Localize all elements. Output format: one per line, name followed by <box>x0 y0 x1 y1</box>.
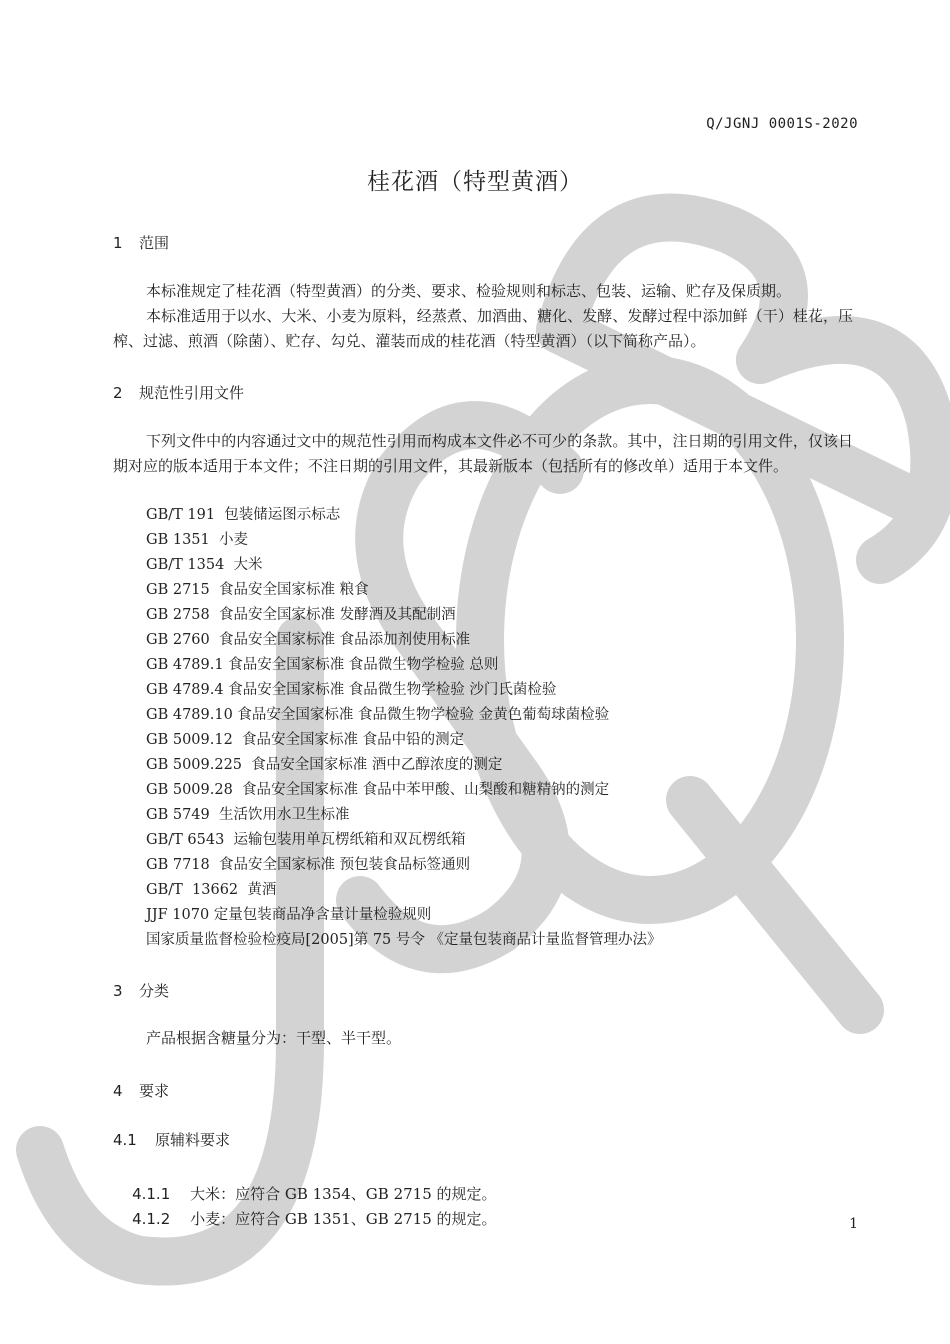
reference-item: GB 7718 食品安全国家标准 预包装食品标签通则 <box>146 857 471 873</box>
clause-4-1-2 <box>113 1190 497 1247</box>
section-number: 2 <box>113 384 123 402</box>
subsection-4-1-heading <box>113 1129 230 1150</box>
clause-number: 4.1.1 <box>132 1185 171 1203</box>
section-title: 规范性引用文件 <box>139 384 245 402</box>
document-title: 桂花酒（特型黄酒） <box>367 169 583 195</box>
section-1-paragraph-1: 本标准规定了桂花酒（特型黄酒）的分类、要求、检验规则和标志、包装、运输、贮存及保质期。 <box>146 282 792 300</box>
document-code: Q/JGNJ 0001S-2020 <box>706 116 858 132</box>
section-2-heading <box>113 382 244 403</box>
subsection-title: 原辅料要求 <box>155 1131 231 1149</box>
reference-item: GB 4789.1 食品安全国家标准 食品微生物学检验 总则 <box>146 657 499 673</box>
reference-item: GB 2715 食品安全国家标准 粮食 <box>146 582 369 598</box>
section-number: 1 <box>113 234 123 252</box>
section-title: 分类 <box>139 982 170 1000</box>
section-1-heading <box>113 232 169 253</box>
reference-item: GB 5009.28 食品安全国家标准 食品中苯甲酸、山梨酸和糖精钠的测定 <box>146 782 610 798</box>
reference-item: GB 5009.12 食品安全国家标准 食品中铅的测定 <box>146 732 465 748</box>
section-3-heading <box>113 980 169 1001</box>
reference-item: GB/T 1354 大米 <box>146 557 263 573</box>
reference-item: GB 4789.4 食品安全国家标准 食品微生物学检验 沙门氏菌检验 <box>146 682 557 698</box>
section-title: 范围 <box>139 234 170 252</box>
reference-item: GB 1351 小麦 <box>146 532 248 548</box>
section-3-paragraph: 产品根据含糖量分为：干型、半干型。 <box>146 1029 402 1047</box>
clause-text: 小麦：应符合 GB 1351、GB 2715 的规定。 <box>190 1210 497 1228</box>
section-number: 3 <box>113 982 123 1000</box>
reference-item: 国家质量监督检验检疫局[2005]第 75 号令 《定量包装商品计量监督管理办法》 <box>146 932 662 948</box>
reference-item: GB 4789.10 食品安全国家标准 食品微生物学检验 金黄色葡萄球菌检验 <box>146 707 610 723</box>
section-title: 要求 <box>139 1082 170 1100</box>
reference-item: GB 2760 食品安全国家标准 食品添加剂使用标准 <box>146 632 471 648</box>
reference-item: GB/T 13662 黄酒 <box>146 882 277 898</box>
reference-item: JJF 1070 定量包装商品净含量计量检验规则 <box>146 907 432 923</box>
reference-item: GB/T 6543 运输包装用单瓦楞纸箱和双瓦楞纸箱 <box>146 832 466 848</box>
section-1-paragraph-2: 本标准适用于以水、大米、小麦为原料，经蒸煮、加酒曲、糖化、发酵、发酵过程中添加鲜（干）桂花，压榨、过滤、煎酒（除菌）、贮存、勾兑、灌装而成的桂花酒（特型黄酒）（以下简称产品）。 <box>113 307 853 350</box>
reference-item: GB 5749 生活饮用水卫生标准 <box>146 807 350 823</box>
section-number: 4 <box>113 1082 123 1100</box>
page-number: 1 <box>849 1216 858 1232</box>
section-2-intro: 下列文件中的内容通过文中的规范性引用而构成本文件必不可少的条款。其中，注日期的引用文件，仅该日期对应的版本适用于本文件；不注日期的引用文件，其最新版本（包括所有的修改单）适用于本文件。 <box>113 432 853 475</box>
subsection-number: 4.1 <box>113 1131 137 1149</box>
clause-text: 大米：应符合 GB 1354、GB 2715 的规定。 <box>190 1185 497 1203</box>
section-4-heading <box>113 1080 169 1101</box>
reference-item: GB 5009.225 食品安全国家标准 酒中乙醇浓度的测定 <box>146 757 503 773</box>
reference-item: GB/T 191 包装储运图示标志 <box>146 507 341 523</box>
clause-number: 4.1.2 <box>132 1210 171 1228</box>
reference-item: GB 2758 食品安全国家标准 发酵酒及其配制酒 <box>146 607 456 623</box>
